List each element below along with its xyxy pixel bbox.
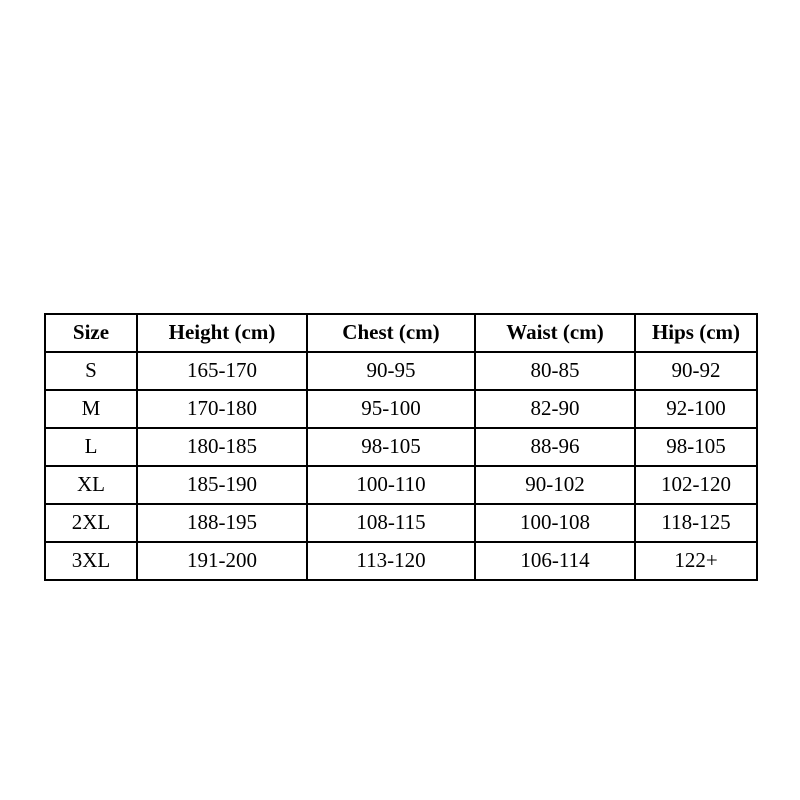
cell-chest: 108-115 [307, 504, 475, 542]
table-row [45, 390, 757, 428]
cell-chest: 98-105 [307, 428, 475, 466]
column-header-size: Size [45, 314, 137, 352]
cell-hips: 122+ [635, 542, 757, 580]
column-header-height: Height (cm) [137, 314, 307, 352]
cell-height: 191-200 [137, 542, 307, 580]
cell-height: 185-190 [137, 466, 307, 504]
table-header-row [45, 314, 757, 352]
cell-height: 180-185 [137, 428, 307, 466]
cell-chest: 90-95 [307, 352, 475, 390]
cell-chest: 95-100 [307, 390, 475, 428]
cell-waist: 106-114 [475, 542, 635, 580]
cell-hips: 90-92 [635, 352, 757, 390]
table-row [45, 466, 757, 504]
cell-chest: 100-110 [307, 466, 475, 504]
cell-hips: 118-125 [635, 504, 757, 542]
size-chart-table [44, 313, 758, 581]
cell-size: 2XL [45, 504, 137, 542]
cell-height: 188-195 [137, 504, 307, 542]
cell-chest: 113-120 [307, 542, 475, 580]
table-body [45, 352, 757, 580]
cell-size: S [45, 352, 137, 390]
table-row [45, 504, 757, 542]
cell-hips: 98-105 [635, 428, 757, 466]
table-row [45, 542, 757, 580]
column-header-hips: Hips (cm) [635, 314, 757, 352]
size-chart-table-wrapper [44, 313, 756, 581]
cell-waist: 88-96 [475, 428, 635, 466]
cell-waist: 90-102 [475, 466, 635, 504]
cell-height: 165-170 [137, 352, 307, 390]
cell-size: XL [45, 466, 137, 504]
cell-hips: 102-120 [635, 466, 757, 504]
table-row [45, 428, 757, 466]
cell-height: 170-180 [137, 390, 307, 428]
cell-size: 3XL [45, 542, 137, 580]
cell-waist: 82-90 [475, 390, 635, 428]
table-row [45, 352, 757, 390]
table-header [45, 314, 757, 352]
cell-size: L [45, 428, 137, 466]
cell-size: M [45, 390, 137, 428]
column-header-chest: Chest (cm) [307, 314, 475, 352]
cell-waist: 100-108 [475, 504, 635, 542]
cell-waist: 80-85 [475, 352, 635, 390]
column-header-waist: Waist (cm) [475, 314, 635, 352]
cell-hips: 92-100 [635, 390, 757, 428]
